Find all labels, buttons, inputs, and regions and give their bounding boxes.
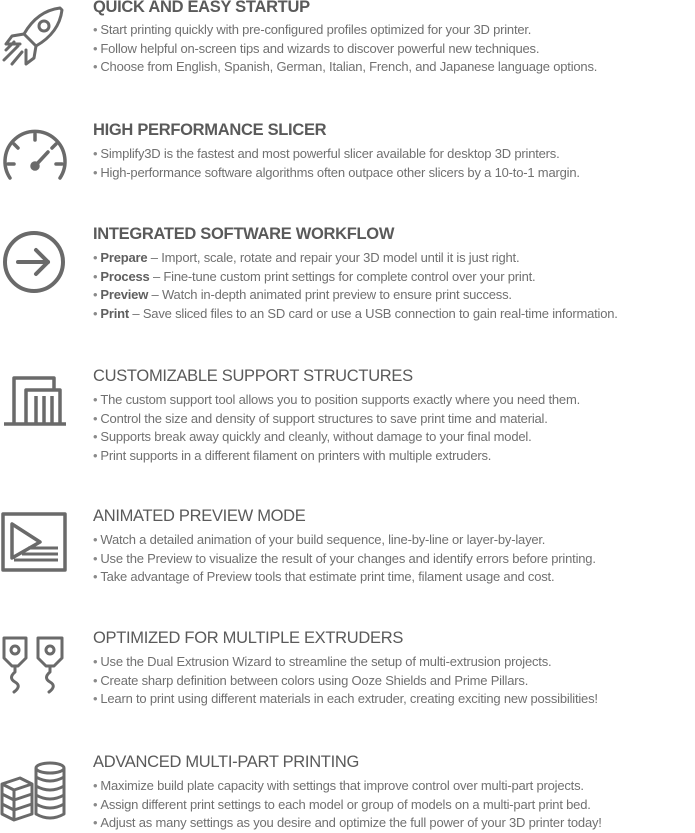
section-title: ANIMATED PREVIEW MODE (93, 507, 306, 525)
section-title: CUSTOMIZABLE SUPPORT STRUCTURES (93, 367, 413, 385)
speedometer-icon (0, 122, 70, 192)
feature-list (93, 653, 598, 709)
list-item: • Follow helpful on-screen tips and wizards to discover powerful new techniques. (93, 40, 540, 56)
list-item: • Create sharp definition between colors using Ooze Shields and Prime Pillars. (93, 672, 529, 688)
list-item: • High-performance software algorithms often outpace other slicers by a 10-to-1 margin. (93, 164, 580, 180)
feature-list (93, 249, 618, 323)
section-title: HIGH PERFORMANCE SLICER (93, 121, 327, 139)
list-item: • Watch a detailed animation of your build sequence, line-by-line or layer-by-layer. (93, 532, 546, 547)
list-item: • Print – Save sliced files to an SD card or use a USB connection to gain real-time information. (93, 305, 618, 321)
section-title: INTEGRATED SOFTWARE WORKFLOW (93, 225, 395, 243)
section-title: OPTIMIZED FOR MULTIPLE EXTRUDERS (93, 629, 404, 647)
list-item: • Take advantage of Preview tools that estimate print time, filament usage and cost. (93, 569, 555, 584)
feature-list (93, 21, 597, 77)
section-title: QUICK AND EASY STARTUP (93, 0, 310, 16)
list-item: • Preview – Watch in-depth animated print preview to ensure print success. (93, 287, 512, 302)
list-item: • Prepare – Import, scale, rotate and repair your 3D model until it is just right. (93, 250, 520, 265)
dual-extruder-icon (0, 632, 70, 702)
list-item: • Assign different print settings to each model or group of models on a multi-part print bed. (93, 796, 591, 812)
list-item: • Use the Dual Extrusion Wizard to streamline the setup of multi-extrusion projects. (93, 654, 552, 669)
list-item: • Maximize build plate capacity with settings that improve control over multi-part projects. (93, 778, 584, 793)
list-item: • Adjust as many settings as you desire and optimize the full power of your 3D printer today! (93, 815, 602, 830)
list-item: • Choose from English, Spanish, German, Italian, French, and Japanese language options. (93, 59, 598, 74)
section-title: ADVANCED MULTI-PART PRINTING (93, 753, 360, 771)
list-item: • The custom support tool allows you to position supports exactly where you need them. (93, 392, 580, 407)
arrow-circle-icon (0, 226, 70, 296)
feature-list (93, 531, 596, 587)
list-item: • Simplify3D is the fastest and most powerful slicer available for desktop 3D printers. (93, 146, 560, 161)
list-item: • Use the Preview to visualize the result of your changes and identify errors before printing. (93, 550, 596, 566)
list-item: • Process – Fine-tune custom print settings for complete control over your print. (93, 268, 536, 284)
preview-play-icon (0, 508, 70, 578)
support-structure-icon (0, 366, 70, 436)
list-item: • Supports break away quickly and cleanly, without damage to your final model. (93, 429, 532, 444)
list-item: • Start printing quickly with pre-configured profiles optimized for your 3D printer. (93, 22, 532, 37)
multi-part-icon (0, 756, 70, 826)
list-item: • Control the size and density of support structures to save print time and material. (93, 410, 548, 426)
list-item: • Learn to print using different materials in each extruder, creating exciting new possibilities! (93, 691, 598, 706)
rocket-icon (0, 2, 70, 72)
feature-list (93, 391, 580, 465)
feature-list (93, 145, 580, 182)
feature-list (93, 777, 602, 833)
list-item: • Print supports in a different filament on printers with multiple extruders. (93, 447, 492, 463)
